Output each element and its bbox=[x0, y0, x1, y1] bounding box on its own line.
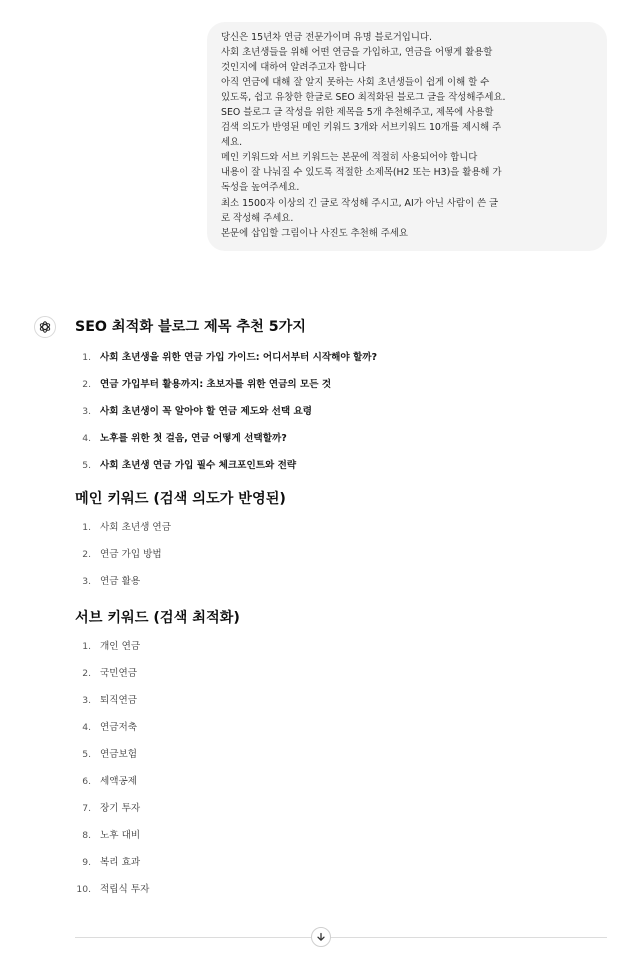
assistant-avatar bbox=[34, 316, 56, 338]
list-number: 1. bbox=[82, 522, 91, 533]
user-message-line: 세요. bbox=[221, 137, 243, 149]
list-item bbox=[75, 714, 605, 741]
list-number: 9. bbox=[82, 857, 91, 868]
list-text: 연금저축 bbox=[100, 722, 138, 733]
list-text: 사회 초년생이 꼭 알아야 할 연금 제도와 선택 요령 bbox=[100, 406, 313, 417]
user-message-line: 메인 키워드와 서브 키워드는 본문에 적절히 사용되어야 합니다 bbox=[221, 152, 478, 164]
list-number: 2. bbox=[82, 379, 91, 390]
list-item bbox=[75, 398, 605, 425]
list-item bbox=[75, 660, 605, 687]
list-item bbox=[75, 568, 605, 595]
user-message-line: 최소 1500자 이상의 긴 글로 작성해 주시고, AI가 아닌 사람이 쓴 글 bbox=[221, 197, 499, 209]
list-text: 사회 초년생 연금 가입 필수 체크포인트와 전략 bbox=[100, 460, 297, 471]
list-text: 개인 연금 bbox=[100, 641, 141, 652]
list-item bbox=[75, 687, 605, 714]
list-item bbox=[75, 541, 605, 568]
list-number: 1. bbox=[82, 352, 91, 363]
list-text: 장기 투자 bbox=[100, 803, 141, 814]
list-text: 세액공제 bbox=[100, 776, 138, 787]
user-message-line: 검색 의도가 반영된 메인 키워드 3개와 서브키워드 10개를 제시해 주 bbox=[221, 122, 502, 134]
user-message-line: 사회 초년생들을 위해 어떤 연금을 가입하고, 연금을 어떻게 활용할 bbox=[221, 47, 493, 59]
list-text: 사회 초년생을 위한 연금 가입 가이드: 어디서부터 시작해야 할까? bbox=[100, 352, 378, 363]
user-message-line: 있도록, 쉽고 유창한 한글로 SEO 최적화된 블로그 글을 작성해주세요. bbox=[221, 92, 506, 104]
list-number: 3. bbox=[82, 576, 91, 587]
list-number: 10. bbox=[76, 884, 91, 895]
list-item bbox=[75, 514, 605, 541]
section-sub-keywords bbox=[75, 607, 605, 903]
openai-logo-icon bbox=[38, 320, 52, 334]
user-message-line: 것인지에 대하여 알려주고자 합니다 bbox=[221, 62, 366, 74]
list-item bbox=[75, 876, 605, 903]
user-message-line: 내용이 잘 나눠질 수 있도록 적절한 소제목(H2 또는 H3)을 활용해 가 bbox=[221, 167, 502, 179]
list-number: 2. bbox=[82, 668, 91, 679]
list-item bbox=[75, 633, 605, 660]
section-heading: 서브 키워드 (검색 최적화) bbox=[75, 610, 240, 626]
user-message-line: SEO 블로그 글 작성을 위한 제목을 5개 추천해주고, 제목에 사용할 bbox=[221, 107, 494, 119]
divider bbox=[75, 937, 607, 938]
list-text: 국민연금 bbox=[100, 668, 138, 679]
list-text: 연금 가입 방법 bbox=[100, 549, 162, 560]
list-number: 3. bbox=[82, 695, 91, 706]
main-keyword-list bbox=[75, 514, 605, 595]
list-number: 4. bbox=[82, 722, 91, 733]
list-number: 2. bbox=[82, 549, 91, 560]
list-text: 퇴직연금 bbox=[100, 695, 138, 706]
list-number: 5. bbox=[82, 749, 91, 760]
section-main-keywords bbox=[75, 488, 605, 595]
list-item bbox=[75, 425, 605, 452]
list-text: 연금 가입부터 활용까지: 초보자를 위한 연금의 모든 것 bbox=[100, 379, 332, 390]
list-text: 복리 효과 bbox=[100, 857, 141, 868]
list-text: 노후 대비 bbox=[100, 830, 141, 841]
list-item bbox=[75, 741, 605, 768]
scroll-to-bottom-button[interactable] bbox=[311, 927, 331, 947]
user-message-line: 당신은 15년차 연금 전문가이며 유명 블로거입니다. bbox=[221, 32, 432, 43]
list-number: 5. bbox=[82, 460, 91, 471]
list-text: 노후를 위한 첫 걸음, 연금 어떻게 선택할까? bbox=[100, 433, 287, 444]
list-item bbox=[75, 344, 605, 371]
section-titles bbox=[75, 316, 605, 479]
list-number: 4. bbox=[82, 433, 91, 444]
list-text: 연금 활용 bbox=[100, 576, 141, 587]
user-message-line: 아직 연금에 대해 잘 알지 못하는 사회 초년생들이 쉽게 이해 할 수 bbox=[221, 77, 490, 89]
sub-keyword-list bbox=[75, 633, 605, 903]
list-number: 3. bbox=[82, 406, 91, 417]
list-item bbox=[75, 768, 605, 795]
assistant-response bbox=[75, 316, 605, 903]
list-item bbox=[75, 849, 605, 876]
list-number: 7. bbox=[82, 803, 91, 814]
user-message-bubble bbox=[207, 22, 607, 251]
list-item bbox=[75, 452, 605, 479]
list-number: 6. bbox=[82, 776, 91, 787]
list-text: 적립식 투자 bbox=[100, 884, 150, 895]
list-text: 연금보험 bbox=[100, 749, 138, 760]
list-number: 8. bbox=[82, 830, 91, 841]
user-message-line: 독성을 높여주세요. bbox=[221, 182, 300, 194]
list-number: 1. bbox=[82, 641, 91, 652]
section-heading: SEO 최적화 블로그 제목 추천 5가지 bbox=[75, 319, 307, 335]
section-heading: 메인 키워드 (검색 의도가 반영된) bbox=[75, 491, 286, 507]
list-item bbox=[75, 371, 605, 398]
list-text: 사회 초년생 연금 bbox=[100, 522, 171, 533]
list-item bbox=[75, 822, 605, 849]
title-list bbox=[75, 344, 605, 479]
user-message-line: 로 작성해 주세요. bbox=[221, 212, 294, 224]
list-item bbox=[75, 795, 605, 822]
arrow-down-icon bbox=[316, 932, 326, 942]
user-message-line: 본문에 삽입할 그림이나 사진도 추천해 주세요 bbox=[221, 227, 408, 239]
